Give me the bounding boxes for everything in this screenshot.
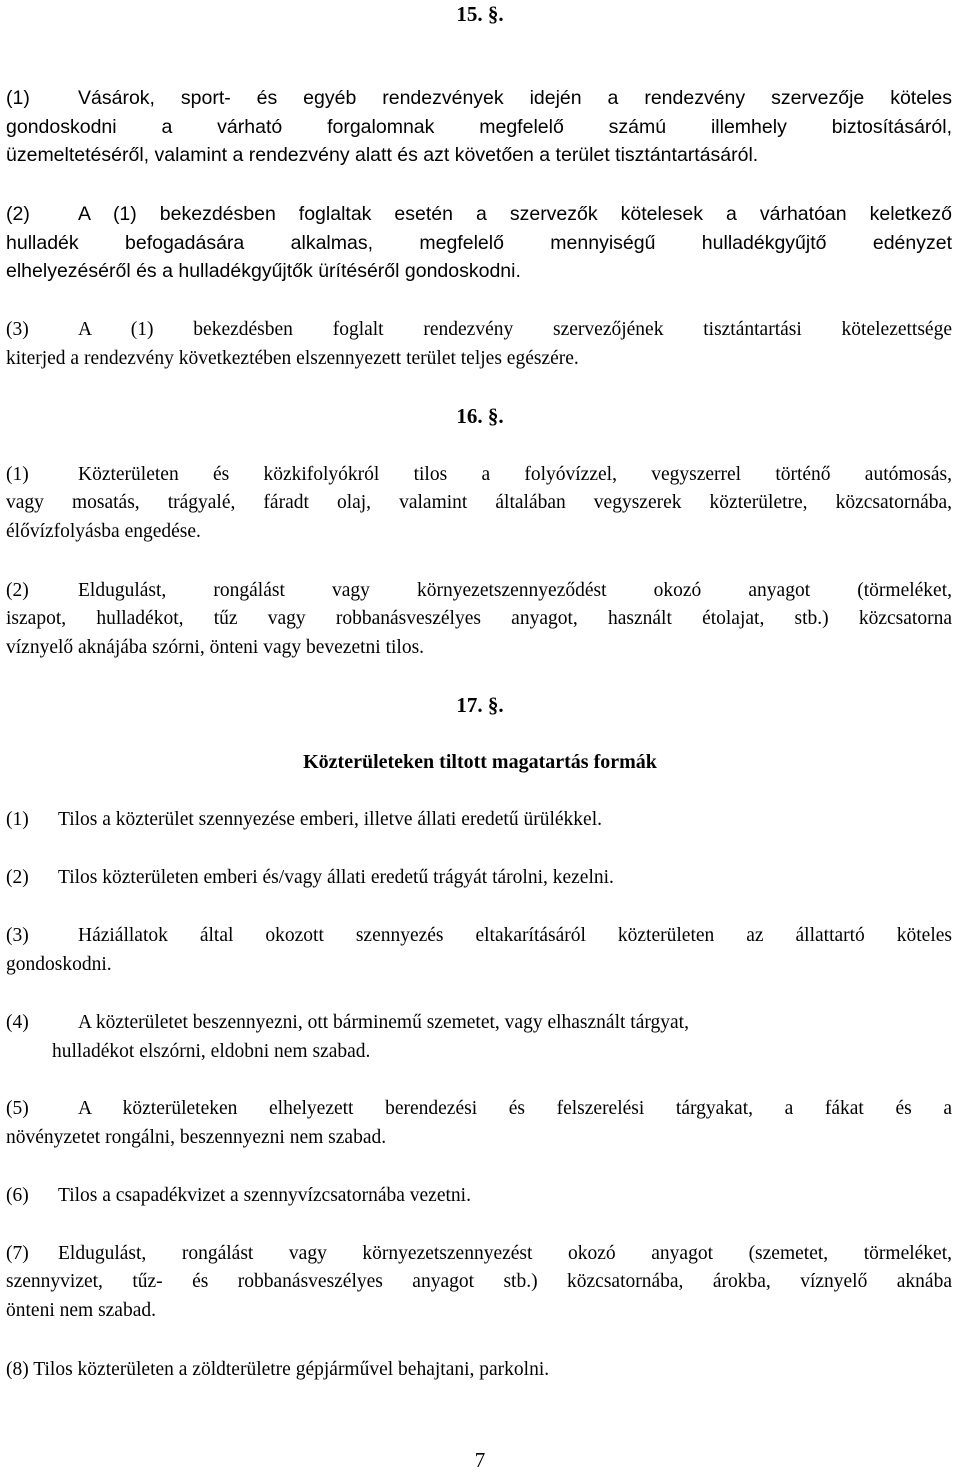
s16-p2-line3: víznyelő aknájába szórni, önteni vagy bevezetni tilos. [6, 637, 425, 658]
s15-p3-line1: (3) A (1) bekezdésben foglalt rendezvény szervezőjének tisztántartási kötelezettsége [6, 316, 952, 344]
s17-p4-line1: (4) A közterületet beszennyezni, ott bárminemű szemetet, vagy elhasznált tárgyat, [6, 1009, 952, 1037]
s16-p1-number: (1) [6, 464, 29, 485]
s15-p2-line1: (2) A (1) bekezdésben foglaltak esetén a szervezők kötelesek a várhatóan keletkező [6, 200, 952, 228]
s15-p1-number: (1) [6, 87, 30, 109]
s16-p2-line2: iszapot, hulladékot, tűz vagy robbanásveszélyes anyagot, használt étolajat, stb.) közcsatorna [6, 608, 952, 629]
s15-p1-line2: gondoskodni a várható forgalomnak megfelelő számú illemhely biztosításáról, [6, 116, 952, 138]
s17-p7-number: (7) [6, 1243, 29, 1264]
s17-p8-line1: (8) Tilos közterületen a zöldterületre gépjárművel behajtani, parkolni. [6, 1359, 550, 1380]
s16-p1-line2: vagy mosatás, trágyalé, fáradt olaj, valamint általában vegyszerek közterületre, közcsatornába, [6, 492, 952, 513]
s15-p2-line3: elhelyezéséről és a hulladékgyűjtők ürítéséről gondoskodni. [6, 260, 521, 282]
s17-p4-number: (4) [6, 1012, 29, 1033]
s15-p2-line2: hulladék befogadására alkalmas, megfelelő mennyiségű hulladékgyűjtő edényzet [6, 232, 952, 254]
s17-p7-line2: szennyvizet, tűz- és robbanásveszélyes anyagot stb.) közcsatornába, árokba, víznyelő aknába [6, 1271, 952, 1292]
s17-p2-number: (2) [6, 867, 29, 888]
section-17-heading: 17. §. [456, 693, 504, 717]
section-15-heading: 15. §. [456, 2, 504, 26]
s16-p1-line3: élővízfolyásba engedése. [6, 521, 201, 542]
s15-p2-number: (2) [6, 203, 30, 225]
s17-p5-number: (5) [6, 1098, 29, 1119]
s17-p1-line1: (1) Tilos a közterület szennyezése emberi, illetve állati eredetű ürülékkel. [6, 806, 952, 834]
s15-p3-number: (3) [6, 319, 29, 340]
s17-p6-line1: (6) Tilos a csapadékvizet a szennyvízcsatornába vezetni. [6, 1182, 952, 1210]
s17-p4-line2: hulladékot elszórni, eldobni nem szabad. [52, 1041, 371, 1062]
s17-p6-number: (6) [6, 1185, 29, 1206]
s17-p5-line1: (5) A közterületeken elhelyezett berendezési és felszerelési tárgyakat, a fákat és a [6, 1095, 952, 1123]
s17-p3-number: (3) [6, 925, 29, 946]
s17-p3-line1: (3) Háziállatok által okozott szennyezés eltakarításáról közterületen az állattartó köteles [6, 922, 952, 950]
page-number: 7 [474, 1448, 486, 1472]
s15-p1-line1: (1) Vásárok, sport- és egyéb rendezvények idején a rendezvény szervezője köteles [6, 84, 952, 112]
s17-p7-line1: (7) Eldugulást, rongálást vagy környezetszennyezést okozó anyagot (szemetet, törmeléket, [6, 1240, 952, 1268]
section-16-heading: 16. §. [456, 404, 504, 428]
s15-p1-line3: üzemeltetéséről, valamint a rendezvény alatt és azt követően a terület tisztántartásáról. [6, 144, 759, 166]
s16-p1-line1: (1) Közterületen és közkifolyókról tilos a folyóvízzel, vegyszerrel történő autómosás, [6, 461, 952, 489]
s17-p2-line1: (2) Tilos közterületen emberi és/vagy állati eredetű trágyát tárolni, kezelni. [6, 864, 952, 892]
s15-p3-line2: kiterjed a rendezvény következtében elszennyezett terület teljes egészére. [6, 348, 579, 369]
s17-p5-line2: növényzetet rongálni, beszennyezni nem szabad. [6, 1127, 387, 1148]
s16-p2-line1: (2) Eldugulást, rongálást vagy környezetszennyeződést okozó anyagot (törmeléket, [6, 577, 952, 605]
section-17-title: Közterületeken tiltott magatartás formák [303, 751, 657, 773]
s16-p2-number: (2) [6, 580, 29, 601]
s17-p7-line3: önteni nem szabad. [6, 1300, 156, 1321]
s17-p3-line2: gondoskodni. [6, 954, 112, 975]
s17-p1-number: (1) [6, 809, 29, 830]
